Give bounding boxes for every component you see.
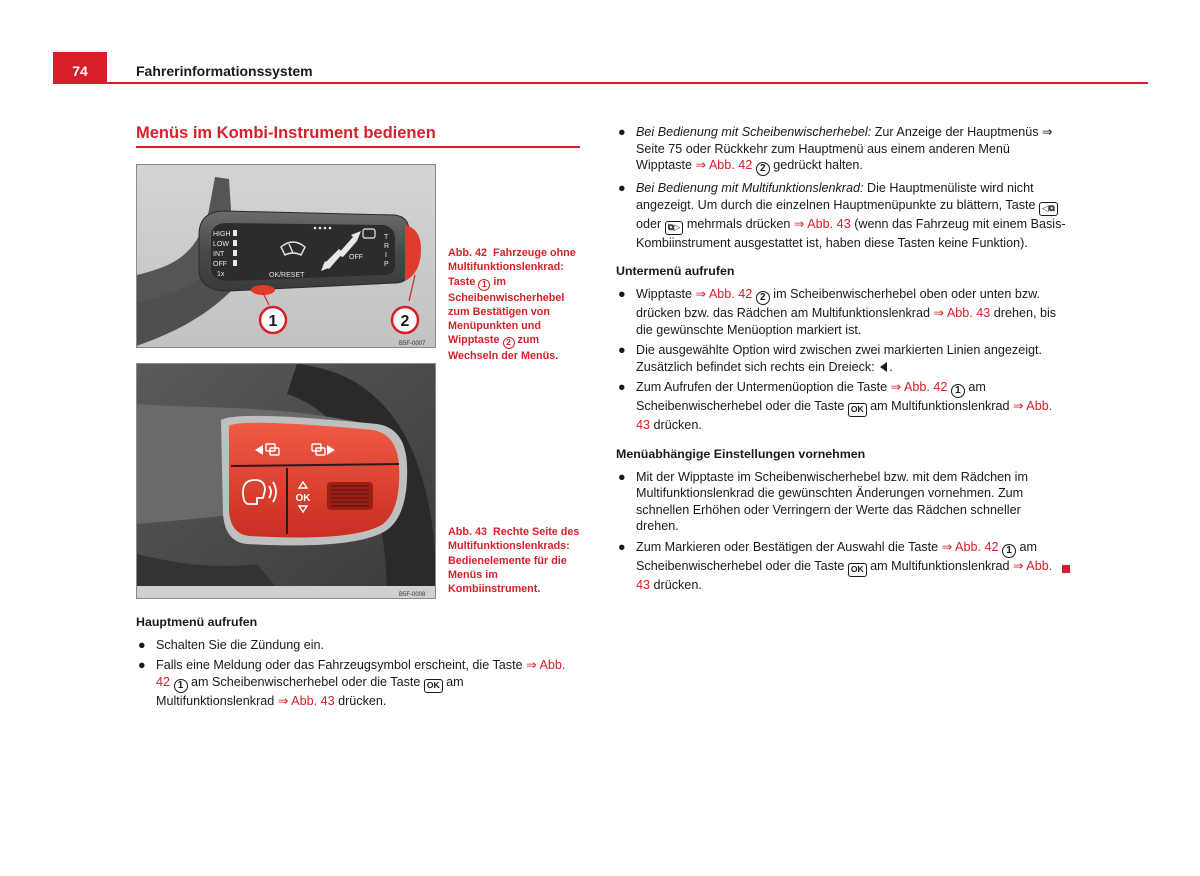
list-item: ● Die ausgewählte Option wird zwischen zwei markierten Linien angezeigt. Zusätzlich befindet sich rechts ein Dreieck: . <box>618 343 1043 374</box>
page-number: 74 <box>72 63 88 79</box>
list-item-text: Die Hauptmenüliste wird nicht angezeigt. Um durch die einzelnen Hauptmenüpunkte zu blättern, Taste <box>636 181 1036 212</box>
caption-label: Abb. 42 <box>448 247 487 259</box>
figure-code: B5F-0008 <box>399 592 426 598</box>
figure-steering-wheel <box>136 363 436 599</box>
section-rule <box>136 146 580 148</box>
chapter-title: Fahrerinformationssystem <box>136 63 313 79</box>
section-title: Menüs im Kombi-Instrument bedienen <box>136 124 436 142</box>
list-item: ● Schalten Sie die Zündung ein. <box>138 637 325 652</box>
list-item-text: (wenn das Fahrzeug mit einem Basis-Kombiinstrument ausgestattet ist, haben diese Tasten keine Funktion). <box>636 216 1066 250</box>
list-item-italic: Bei Bedienung mit Scheibenwischerhebel: <box>636 125 872 139</box>
list-item-text: mehrmals drücken <box>686 216 791 231</box>
lever-label-off: OFF <box>213 261 227 268</box>
list-item-text: am Scheibenwischerhebel oder die Taste <box>636 380 986 414</box>
figure-ref-link[interactable]: ⇒ Abb. 43 <box>636 399 1053 433</box>
figure-wiper-lever <box>136 164 436 348</box>
list-item-text: oder <box>636 216 662 231</box>
lever-ok-reset-label: OK/RESET <box>269 272 305 279</box>
trip-letter-i: I <box>385 252 387 259</box>
list-item-text: drücken. <box>653 418 702 433</box>
lever-off-label: OFF <box>349 254 363 261</box>
list-item-text: Wipptaste <box>636 286 692 301</box>
ref-circle-1: 1 <box>951 384 965 398</box>
subheading-hauptmenue: Hauptmenü aufrufen <box>136 615 258 629</box>
ref-circle-2: 2 <box>756 162 770 176</box>
callout-2: 2 <box>400 313 410 330</box>
lever-label-int: INT <box>213 251 225 258</box>
figure-ref-link[interactable]: ⇒ Abb. 42 <box>695 158 753 173</box>
list-item-text: am Scheibenwischerhebel oder die Taste <box>636 539 1037 573</box>
figure-ref-link[interactable]: ⇒ Abb. 42 <box>156 658 566 689</box>
list-item-text: drücken. <box>653 577 702 592</box>
header-rule <box>53 82 1148 84</box>
figure-caption-43 <box>448 525 583 596</box>
caption-text: zum Wechseln der Menüs. <box>448 334 559 363</box>
list-item: ● Zum Markieren oder Bestätigen der Auswahl die Taste ⇒ Abb. 42 1 am Scheibenwischerhebel oder die Taste OK am Multifunktionslenkrad ⇒ Abb. 43 drücken. <box>618 539 1053 592</box>
ref-circle-1: 1 <box>478 279 490 291</box>
list-item-text: Mit der Wipptaste im Scheibenwischerhebel bzw. mit dem Rädchen im Multifunktionslenkrad die gewünschten Änderungen vornehmen. Zum schnellen Erhöhen oder Verringern der Werte das Rädchen schneller drehen. <box>636 469 1028 534</box>
ref-circle-1: 1 <box>174 679 188 693</box>
figure-caption-42 <box>448 246 583 364</box>
trip-letter-r: R <box>384 243 390 250</box>
menu-left-key-icon: ◁⧉ <box>1039 202 1058 216</box>
list-item: ● Wipptaste ⇒ Abb. 42 2 im Scheibenwischerhebel oben oder unten bzw. drücken bzw. das Rädchen am Multifunktionslenkrad ⇒ Abb. 43 drehen, bis die gewünschte Menüoption markiert ist. <box>618 286 1057 337</box>
menu-right-key-icon: ⧉▷ <box>665 221 684 235</box>
caption-text: Fahrzeuge ohne Multifunktionslenkrad: Taste <box>448 247 576 288</box>
caption-text: im Scheibenwischerhebel zum Bestätigen von Menüpunkten und Wipptaste <box>448 275 565 347</box>
list-item-text: Zur Anzeige der Hauptmenüs ⇒ Seite 75 oder Rückkehr zum Hauptmenü aus einem anderen Menü Wipptaste <box>636 125 1053 173</box>
ref-circle-2: 2 <box>756 291 770 305</box>
list-item-text: am Multifunktionslenkrad <box>870 399 1010 414</box>
lever-label-high: HIGH <box>213 231 231 238</box>
list-item-text: am Multifunktionslenkrad <box>870 558 1010 573</box>
list-item: ● Falls eine Meldung oder das Fahrzeugsymbol erscheint, die Taste ⇒ Abb. 42 1 am Scheibenwischerhebel oder die Taste OK am Multifunktionslenkrad ⇒ Abb. 43 drücken. <box>138 658 566 708</box>
list-item-text: Schalten Sie die Zündung ein. <box>156 637 325 652</box>
list-item: ● Bei Bedienung mit Scheibenwischerhebel: Zur Anzeige der Hauptmenüs ⇒ Seite 75 oder Rückkehr zum Hauptmenü aus einem anderen Menü Wipptaste ⇒ Abb. 42 2 gedrückt halten. <box>618 125 1053 175</box>
figure-ref-link[interactable]: ⇒ Abb. 43 <box>793 216 851 231</box>
ref-circle-1: 1 <box>1002 544 1016 558</box>
callout-1: 1 <box>268 313 278 330</box>
list-item-text: Zum Aufrufen der Untermenüoption die Taste <box>636 380 888 395</box>
figure-ref-link[interactable]: ⇒ Abb. 42 <box>890 380 948 395</box>
right-column <box>616 124 1066 598</box>
caption-text: Rechte Seite des Multifunktionslenkrads: Bedienelemente für die Menüs im Kombiinstrument. <box>448 526 580 596</box>
trip-letter-p: P <box>384 261 389 268</box>
subheading-menueabhaengig: Menüabhängige Einstellungen vornehmen <box>616 446 866 461</box>
section-end-square-icon <box>1062 565 1070 573</box>
list-item-text: im Scheibenwischerhebel oben oder unten bzw. drücken bzw. das Rädchen am Multifunktionslenkrad <box>636 286 1041 320</box>
ok-label: OK <box>295 493 311 504</box>
list-item-text: Die ausgewählte Option wird zwischen zwei markierten Linien angezeigt. Zusätzlich befindet sich rechts ein Dreieck: <box>636 343 1043 374</box>
figure-ref-link[interactable]: ⇒ Abb. 43 <box>933 305 991 320</box>
left-column <box>136 614 576 713</box>
caption-label: Abb. 43 <box>448 526 487 538</box>
list-item-text: drücken. <box>338 693 387 708</box>
page-number-box <box>53 52 107 84</box>
ok-key-icon: OK <box>848 403 867 417</box>
figure-ref-link[interactable]: ⇒ Abb. 43 <box>277 693 335 708</box>
subheading-untermenue: Untermenü aufrufen <box>616 264 735 279</box>
list-item-italic: Bei Bedienung mit Multifunktionslenkrad: <box>636 181 864 196</box>
list-item: ● Bei Bedienung mit Multifunktionslenkrad: Die Hauptmenüliste wird nicht angezeigt. Um durch die einzelnen Hauptmenüpunkte zu blättern, Taste ◁⧉ oder ⧉▷ mehrmals drücken ⇒ Abb. 43 (wenn das Fahrzeug mit einem Basis-Kombiinstrument ausgestattet ist, haben diese Tasten keine Funktion). <box>618 181 1066 250</box>
figure-ref-link[interactable]: ⇒ Abb. 43 <box>636 558 1053 592</box>
list-item-text: Zum Markieren oder Bestätigen der Auswahl die Taste <box>636 539 939 554</box>
ref-circle-2: 2 <box>503 337 515 349</box>
lever-label-low: LOW <box>213 241 229 248</box>
list-item: ● Zum Aufrufen der Untermenüoption die Taste ⇒ Abb. 42 1 am Scheibenwischerhebel oder die Taste OK am Multifunktionslenkrad ⇒ Abb. 43 drücken. <box>618 380 1053 433</box>
ok-key-icon: OK <box>848 563 867 577</box>
list-item-text: am Multifunktionslenkrad <box>156 674 464 708</box>
list-item-text: gedrückt halten. <box>773 158 863 173</box>
ok-key-icon: OK <box>424 679 443 693</box>
figure-code: B5F-0007 <box>399 341 426 347</box>
list-item-text: Falls eine Meldung oder das Fahrzeugsymbol erscheint, die Taste <box>156 658 523 673</box>
triangle-marker-icon <box>880 362 887 372</box>
list-item-text: drehen, bis die gewünschte Menüoption markiert ist. <box>636 305 1057 337</box>
trip-letter-t: T <box>384 234 389 241</box>
figure-ref-link[interactable]: ⇒ Abb. 42 <box>941 539 999 554</box>
list-item: ● Mit der Wipptaste im Scheibenwischerhebel bzw. mit dem Rädchen im Multifunktionslenkrad die gewünschten Änderungen vornehmen. Zum schnellen Erhöhen oder Verringern der Werte das Rädchen schneller drehen. <box>618 469 1028 534</box>
figure-ref-link[interactable]: ⇒ Abb. 42 <box>695 286 753 301</box>
list-item-text: am Scheibenwischerhebel oder die Taste <box>191 674 421 689</box>
lever-label-1x: 1x <box>217 271 225 278</box>
